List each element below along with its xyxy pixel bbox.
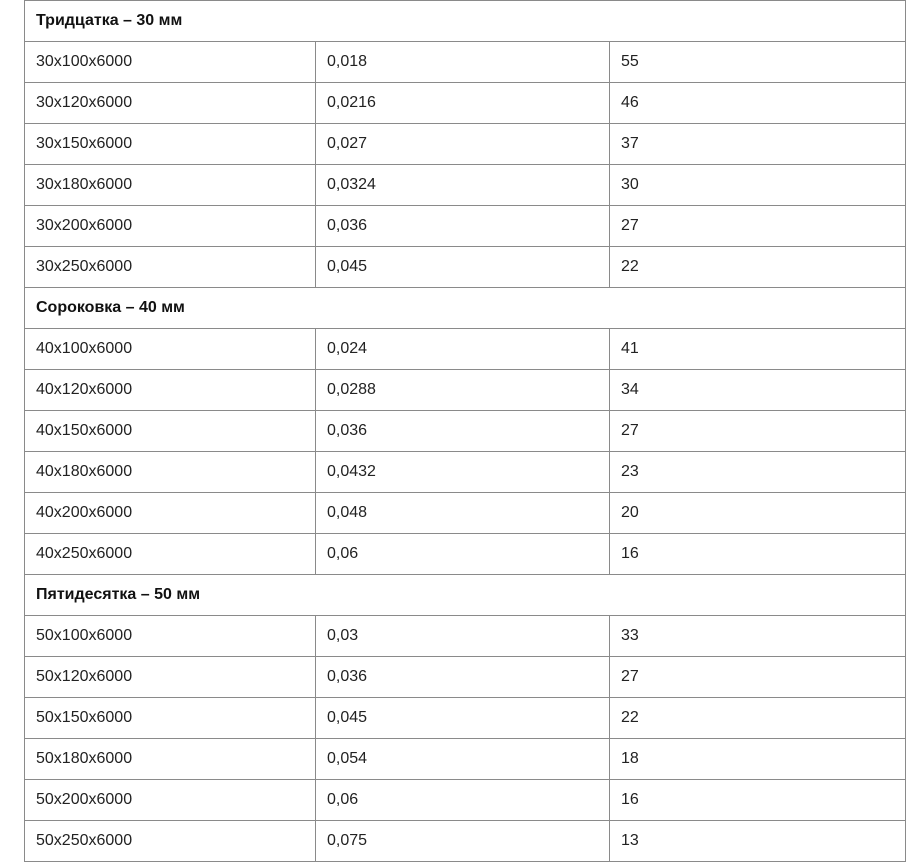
table-row — [25, 698, 906, 739]
volume-cell: 0,03 — [316, 616, 610, 657]
volume-cell: 0,075 — [316, 821, 610, 862]
table-row — [25, 247, 906, 288]
volume-cell: 0,048 — [316, 493, 610, 534]
volume-cell: 0,036 — [316, 206, 610, 247]
volume-cell: 0,06 — [316, 780, 610, 821]
count-cell: 22 — [610, 698, 906, 739]
table-row — [25, 657, 906, 698]
count-cell: 30 — [610, 165, 906, 206]
table-row — [25, 821, 906, 862]
size-cell: 50x200x6000 — [25, 780, 316, 821]
table-row — [25, 739, 906, 780]
volume-cell: 0,0432 — [316, 452, 610, 493]
size-cell: 30x100x6000 — [25, 42, 316, 83]
volume-cell: 0,045 — [316, 698, 610, 739]
table-row — [25, 206, 906, 247]
size-cell: 40x150x6000 — [25, 411, 316, 452]
section-header-row — [25, 288, 906, 329]
count-cell: 27 — [610, 206, 906, 247]
count-cell: 27 — [610, 657, 906, 698]
volume-cell: 0,018 — [316, 42, 610, 83]
section-title: Пятидесятка – 50 мм — [25, 575, 906, 616]
table-row — [25, 165, 906, 206]
volume-cell: 0,0324 — [316, 165, 610, 206]
count-cell: 16 — [610, 780, 906, 821]
size-cell: 50x120x6000 — [25, 657, 316, 698]
count-cell: 33 — [610, 616, 906, 657]
volume-cell: 0,027 — [316, 124, 610, 165]
count-cell: 23 — [610, 452, 906, 493]
size-cell: 30x200x6000 — [25, 206, 316, 247]
table-row — [25, 42, 906, 83]
size-cell: 30x120x6000 — [25, 83, 316, 124]
section-header-row — [25, 1, 906, 42]
size-cell: 30x250x6000 — [25, 247, 316, 288]
table-row — [25, 452, 906, 493]
table-row — [25, 124, 906, 165]
volume-cell: 0,054 — [316, 739, 610, 780]
count-cell: 46 — [610, 83, 906, 124]
size-cell: 40x100x6000 — [25, 329, 316, 370]
count-cell: 16 — [610, 534, 906, 575]
count-cell: 22 — [610, 247, 906, 288]
volume-cell: 0,0288 — [316, 370, 610, 411]
count-cell: 37 — [610, 124, 906, 165]
volume-cell: 0,024 — [316, 329, 610, 370]
size-cell: 50x250x6000 — [25, 821, 316, 862]
volume-cell: 0,045 — [316, 247, 610, 288]
section-title: Тридцатка – 30 мм — [25, 1, 906, 42]
table-row — [25, 616, 906, 657]
count-cell: 34 — [610, 370, 906, 411]
table-row — [25, 83, 906, 124]
size-cell: 30x150x6000 — [25, 124, 316, 165]
count-cell: 18 — [610, 739, 906, 780]
table-row — [25, 329, 906, 370]
size-cell: 50x180x6000 — [25, 739, 316, 780]
volume-cell: 0,0216 — [316, 83, 610, 124]
size-cell: 50x150x6000 — [25, 698, 316, 739]
section-header-row — [25, 575, 906, 616]
count-cell: 41 — [610, 329, 906, 370]
volume-cell: 0,036 — [316, 411, 610, 452]
section-title: Сороковка – 40 мм — [25, 288, 906, 329]
count-cell: 20 — [610, 493, 906, 534]
size-cell: 40x180x6000 — [25, 452, 316, 493]
count-cell: 27 — [610, 411, 906, 452]
table-row — [25, 780, 906, 821]
table-row — [25, 411, 906, 452]
size-cell: 40x200x6000 — [25, 493, 316, 534]
size-cell: 40x250x6000 — [25, 534, 316, 575]
count-cell: 55 — [610, 42, 906, 83]
count-cell: 13 — [610, 821, 906, 862]
table-row — [25, 370, 906, 411]
table-row — [25, 493, 906, 534]
size-cell: 40x120x6000 — [25, 370, 316, 411]
size-cell: 50x100x6000 — [25, 616, 316, 657]
table-row — [25, 534, 906, 575]
lumber-table — [24, 0, 906, 862]
volume-cell: 0,036 — [316, 657, 610, 698]
volume-cell: 0,06 — [316, 534, 610, 575]
size-cell: 30x180x6000 — [25, 165, 316, 206]
